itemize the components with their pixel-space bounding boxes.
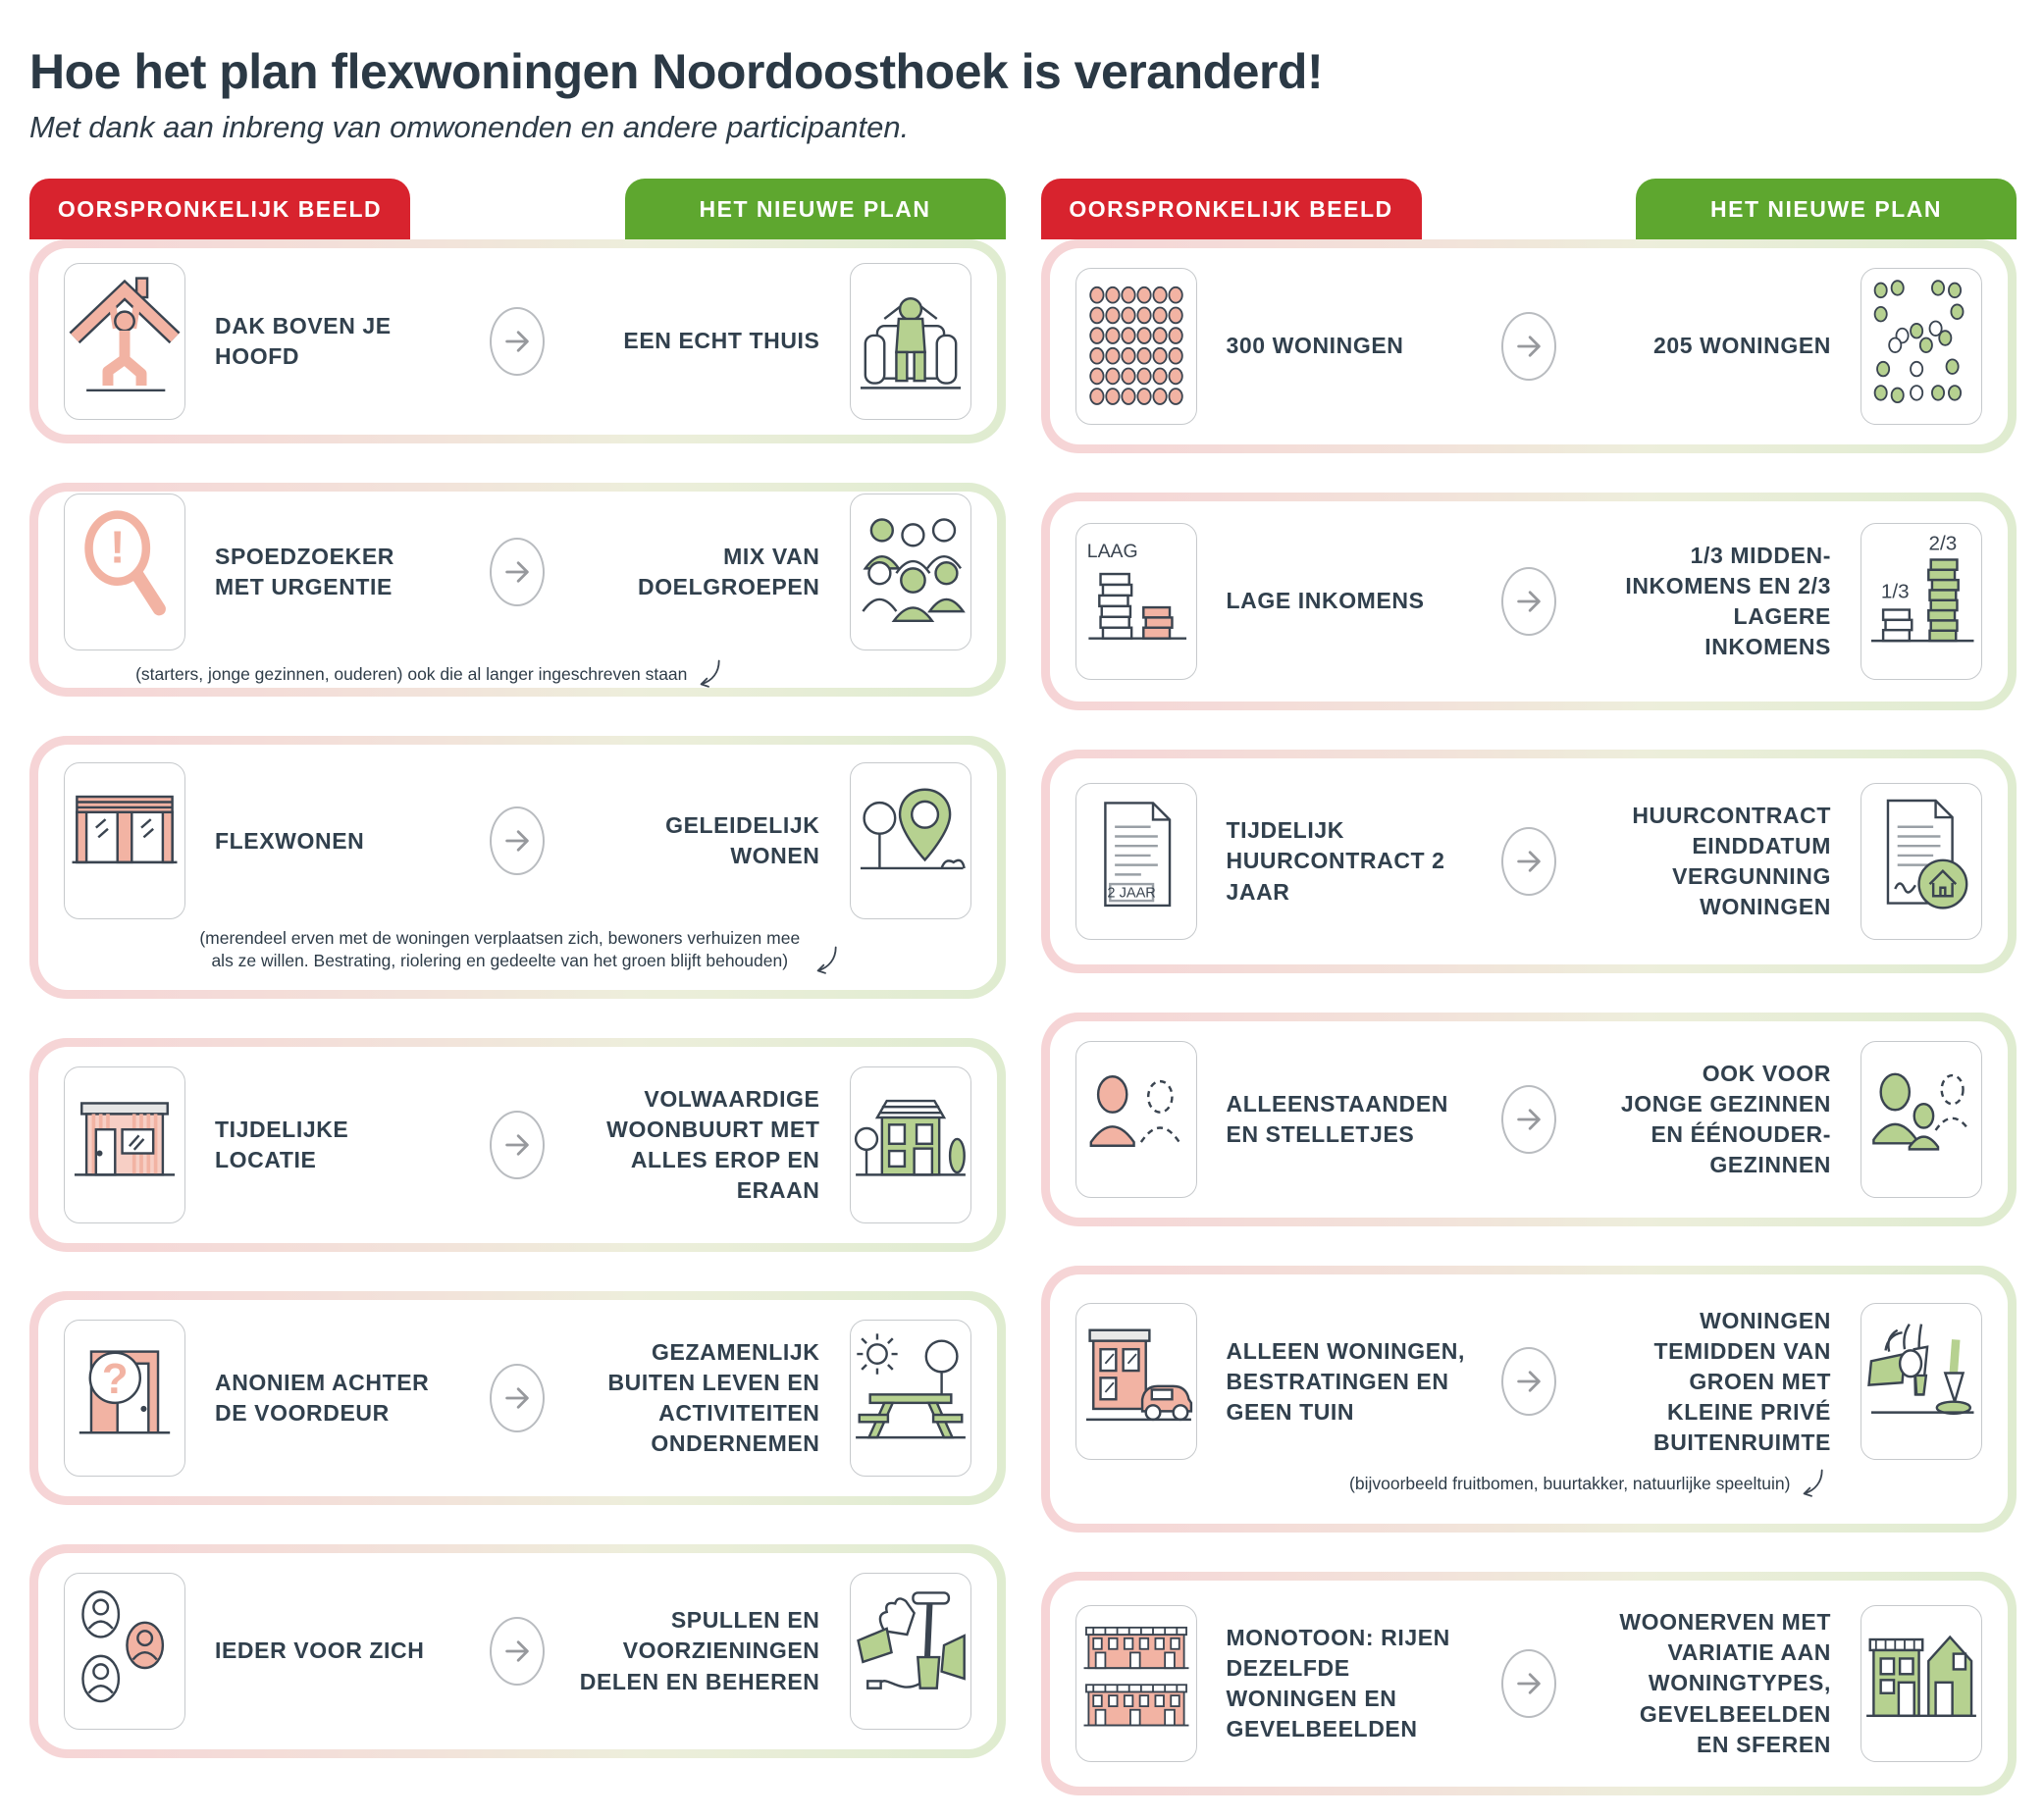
left-column bbox=[29, 179, 1006, 1795]
right-column bbox=[1041, 179, 2018, 1795]
arrow-icon bbox=[1501, 1085, 1556, 1154]
comparison-card bbox=[1041, 1572, 2018, 1795]
arrow-icon bbox=[490, 1364, 545, 1432]
before-icon-tile bbox=[1075, 783, 1197, 940]
before-label: ALLEENSTAANDEN EN STELLETJES bbox=[1226, 1090, 1448, 1147]
person-holding-roof-icon bbox=[65, 264, 184, 419]
before-label: 300 WONINGEN bbox=[1226, 333, 1404, 359]
curved-arrow-icon bbox=[695, 658, 722, 689]
arrow-icon bbox=[1501, 827, 1556, 896]
curved-arrow-icon bbox=[812, 945, 839, 975]
after-label: 1/3 MIDDEN-INKOMENS EN 2/3 LAGERE INKOMENS bbox=[1625, 542, 1831, 660]
arrow-icon bbox=[490, 1111, 545, 1179]
after-label: WOONERVEN MET VARIATIE AAN WONINGTYPES, GEVELBEELDEN EN SFEREN bbox=[1619, 1609, 1831, 1757]
tab-original-image: OORSPRONKELIJK BEELD bbox=[29, 179, 410, 239]
after-label: MIX VAN DOELGROEPEN bbox=[637, 544, 820, 600]
svg-text:?: ? bbox=[101, 1355, 129, 1404]
dots-scatter-icon bbox=[1861, 269, 1981, 424]
flex-building-icon bbox=[65, 763, 184, 918]
arrow-icon bbox=[1501, 1649, 1556, 1718]
before-label: ANONIEM ACHTER DE VOORDEUR bbox=[215, 1369, 430, 1426]
after-label: VOLWAARDIGE WOONBUURT MET ALLES EROP EN ERAAN bbox=[606, 1085, 820, 1204]
arrow-icon bbox=[1501, 312, 1556, 381]
after-icon-tile bbox=[1861, 268, 1982, 425]
comparison-card bbox=[1041, 750, 2018, 973]
svg-text:2/3: 2/3 bbox=[1928, 532, 1958, 555]
before-icon-tile bbox=[64, 1320, 185, 1477]
before-label: LAGE INKOMENS bbox=[1226, 588, 1425, 614]
columns bbox=[29, 179, 2017, 1795]
before-label: ALLEEN WONINGEN, BESTRATINGEN EN GEEN TUIN bbox=[1226, 1337, 1465, 1425]
before-label: SPOEDZOEKER MET URGENTIE bbox=[215, 544, 394, 600]
tab-new-plan: HET NIEUWE PLAN bbox=[625, 179, 1006, 239]
after-icon-tile bbox=[850, 263, 971, 420]
after-label: HUURCONTRACT EINDDATUM VERGUNNING WONINGEN bbox=[1632, 802, 1831, 920]
location-pin-tree-icon bbox=[851, 763, 970, 918]
young-family-icon bbox=[1861, 1042, 1981, 1197]
after-icon-tile bbox=[1861, 783, 1982, 940]
row-houses-icon bbox=[1076, 1606, 1196, 1761]
temporary-shed-icon bbox=[65, 1067, 184, 1222]
person-in-armchair-icon bbox=[851, 264, 970, 419]
before-icon-tile bbox=[64, 762, 185, 919]
door-question-icon bbox=[65, 1321, 184, 1476]
picnic-table-icon bbox=[851, 1321, 970, 1476]
left-column-header bbox=[29, 179, 1006, 239]
after-label: SPULLEN EN VOORZIENINGEN DELEN EN BEHEREN bbox=[579, 1607, 820, 1694]
building-car-icon bbox=[1076, 1304, 1196, 1459]
after-label: EEN ECHT THUIS bbox=[623, 328, 820, 354]
before-icon-tile bbox=[64, 1066, 185, 1223]
after-icon-tile bbox=[850, 1573, 971, 1730]
right-column-header bbox=[1041, 179, 2018, 239]
separate-avatars-icon bbox=[65, 1574, 184, 1729]
before-icon-tile bbox=[64, 263, 185, 420]
after-icon-tile bbox=[850, 762, 971, 919]
before-label: TIJDELIJKE LOCATIE bbox=[215, 1116, 349, 1172]
varied-houses-icon bbox=[1861, 1606, 1981, 1761]
arrow-icon bbox=[1501, 1347, 1556, 1416]
after-label: GELEIDELIJK WONEN bbox=[665, 812, 820, 869]
after-icon-tile bbox=[1861, 1303, 1982, 1460]
after-label: GEZAMENLIJK BUITEN LEVEN EN ACTIVITEITEN ONDERNEMEN bbox=[607, 1338, 820, 1457]
arrow-icon bbox=[490, 806, 545, 875]
before-icon-tile bbox=[1075, 1605, 1197, 1762]
footnote: (bijvoorbeeld fruitbomen, buurtakker, natuurlijke speeltuin) bbox=[1075, 1468, 1983, 1494]
before-icon-tile bbox=[64, 1573, 185, 1730]
svg-text:LAAG: LAAG bbox=[1086, 541, 1138, 563]
svg-text:!: ! bbox=[110, 521, 126, 573]
page-subtitle: Met dank aan inbreng van omwonenden en andere participanten. bbox=[29, 110, 910, 144]
svg-text:1/3: 1/3 bbox=[1880, 580, 1910, 603]
comparison-card bbox=[1041, 493, 2018, 710]
comparison-card bbox=[1041, 1266, 2018, 1533]
comparison-card bbox=[1041, 1013, 2018, 1226]
before-icon-tile bbox=[1075, 1303, 1197, 1460]
after-icon-tile bbox=[850, 1320, 971, 1477]
dots-grid-icon bbox=[1076, 269, 1196, 424]
before-icon-tile bbox=[1075, 523, 1197, 680]
after-label: OOK VOOR JONGE GEZINNEN EN ÉÉNOUDER-GEZINNEN bbox=[1620, 1060, 1831, 1178]
footnote: (starters, jonge gezinnen, ouderen) ook die al langer ingeschreven staan bbox=[64, 658, 971, 685]
svg-text:2 JAAR: 2 JAAR bbox=[1106, 885, 1156, 902]
before-icon-tile bbox=[1075, 1041, 1197, 1198]
before-label: MONOTOON: RIJEN DEZELFDE WONINGEN EN GEVELBEELDEN bbox=[1226, 1624, 1450, 1742]
comparison-card bbox=[29, 1038, 1006, 1252]
before-label: TIJDELIJK HUURCONTRACT 2 JAAR bbox=[1226, 817, 1445, 905]
contract-2year-icon bbox=[1076, 784, 1196, 939]
arrow-icon bbox=[490, 1617, 545, 1686]
after-icon-tile bbox=[850, 1066, 971, 1223]
single-couple-icon bbox=[1076, 1042, 1196, 1197]
comparison-card bbox=[29, 736, 1006, 999]
comparison-card bbox=[29, 483, 1006, 697]
before-label: FLEXWONEN bbox=[215, 827, 365, 854]
tab-new-plan: HET NIEUWE PLAN bbox=[1636, 179, 2017, 239]
low-income-stack-icon bbox=[1076, 524, 1196, 679]
footnote: (merendeel erven met de woningen verplaatsen zich, bewoners verhuizen mee als ze willen. Bestrating, riolering en gedeelte van het groen blijft behouden) bbox=[64, 927, 971, 972]
before-label: IEDER VOOR ZICH bbox=[215, 1637, 425, 1664]
after-label: 205 WONINGEN bbox=[1652, 333, 1831, 359]
contract-house-icon bbox=[1861, 784, 1981, 939]
comparison-card bbox=[1041, 239, 2018, 453]
before-label: DAK BOVEN JE HOOFD bbox=[215, 312, 392, 369]
after-label: WONINGEN TEMIDDEN VAN GROEN MET KLEINE PRIVÉ BUITENRUIMTE bbox=[1653, 1307, 1831, 1455]
tab-original-image: OORSPRONKELIJK BEELD bbox=[1041, 179, 1422, 239]
after-icon-tile bbox=[850, 494, 971, 650]
green-house-icon bbox=[851, 1067, 970, 1222]
comparison-card bbox=[29, 1544, 1006, 1758]
planting-hand-icon bbox=[1861, 1304, 1981, 1459]
page-title: Hoe het plan flexwoningen Noordoosthoek is veranderd! bbox=[29, 44, 1324, 99]
before-icon-tile bbox=[64, 494, 185, 650]
after-icon-tile bbox=[1861, 523, 1982, 680]
arrow-icon bbox=[490, 307, 545, 376]
curved-arrow-icon bbox=[1798, 1468, 1825, 1498]
magnifier-alert-icon bbox=[65, 494, 184, 650]
after-icon-tile bbox=[1861, 1605, 1982, 1762]
sharing-pump-icon bbox=[851, 1574, 970, 1729]
after-icon-tile bbox=[1861, 1041, 1982, 1198]
people-group-icon bbox=[851, 494, 970, 650]
comparison-card bbox=[29, 1291, 1006, 1505]
arrow-icon bbox=[1501, 567, 1556, 636]
income-thirds-stack-icon bbox=[1861, 524, 1981, 679]
comparison-card bbox=[29, 239, 1006, 443]
before-icon-tile bbox=[1075, 268, 1197, 425]
arrow-icon bbox=[490, 538, 545, 606]
